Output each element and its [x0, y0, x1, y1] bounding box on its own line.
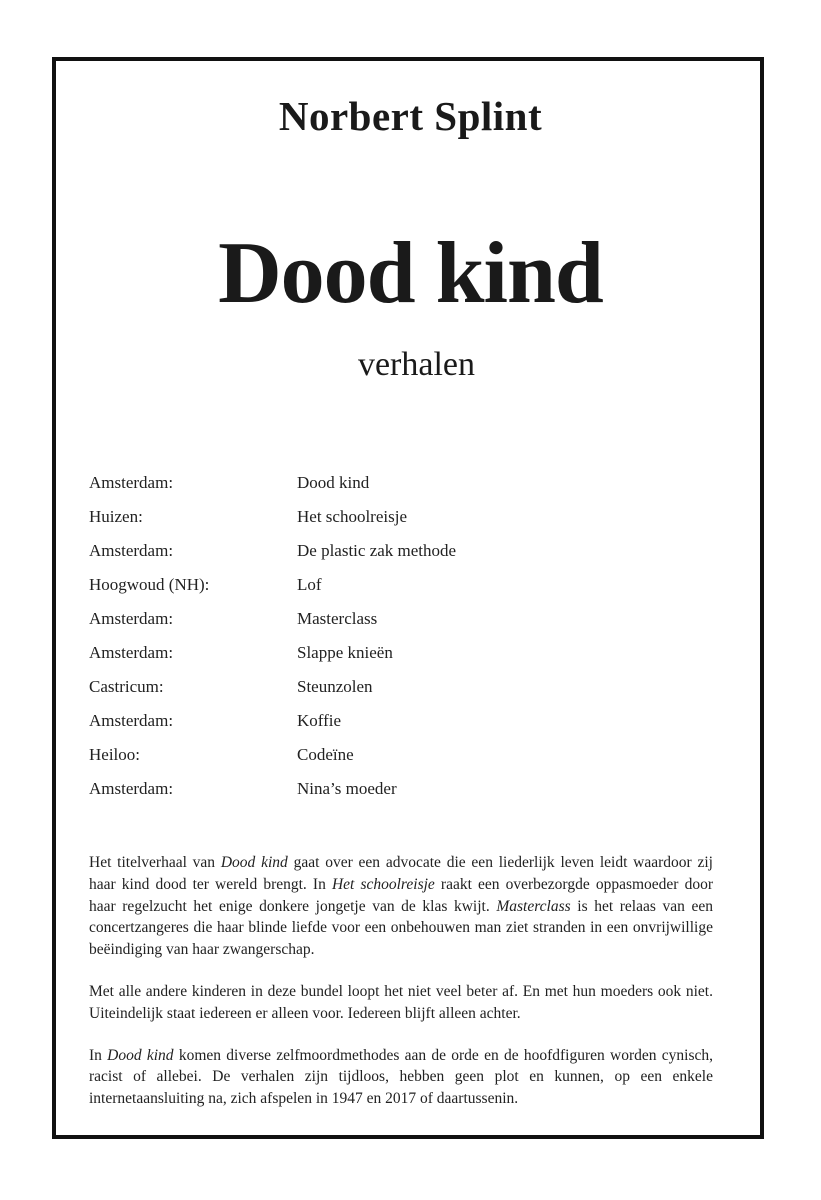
toc-row [89, 608, 689, 642]
toc-place: Amsterdam: [89, 609, 174, 628]
blurb-paragraph-1 [89, 852, 713, 961]
toc-place: Hoogwoud (NH): [89, 575, 210, 594]
book-subtitle: verhalen [357, 346, 476, 383]
blurb-paragraph-3 [89, 1045, 713, 1110]
toc-row [89, 540, 689, 574]
blurb-italic-title: Dood kind [220, 854, 288, 871]
blurb-italic-title: Het schoolreisje [331, 875, 435, 893]
toc-place: Amsterdam: [89, 711, 174, 730]
blurb-text: is het relaas van een concertzangeres die haar blinde liefde voor een onbehouwen man ziet stranden in een onvrijwillige beëindiging van haar zwangerschap. [89, 897, 713, 959]
author-name: Norbert Splint [278, 93, 543, 139]
table-of-contents [89, 472, 689, 812]
blurb-text: gaat over een advocate die een liederlijk leven leidt waardoor zij haar kind dood ter wereld brengt. In [89, 854, 713, 893]
toc-story: Masterclass [297, 609, 378, 628]
toc-story: Nina’s moeder [297, 779, 397, 798]
back-cover-blurb [89, 852, 713, 1130]
blurb-paragraph-2: Met alle andere kinderen in deze bundel loopt het niet veel beter af. En met hun moeders ook niet. Uiteindelijk staat iedereen er alleen voor. Iedereen blijft alleen achter. [89, 982, 713, 1022]
toc-place: Heiloo: [89, 745, 140, 764]
blurb-italic-title: Masterclass [496, 897, 571, 915]
toc-story: De plastic zak methode [297, 541, 457, 560]
toc-story: Het schoolreisje [297, 507, 407, 526]
toc-story: Slappe knieën [297, 643, 393, 662]
toc-story: Lof [297, 575, 322, 594]
toc-place: Castricum: [89, 677, 164, 696]
toc-row [89, 642, 689, 676]
toc-place: Huizen: [89, 507, 143, 526]
blurb-text: In [89, 1046, 108, 1064]
toc-row [89, 574, 689, 608]
toc-story: Steunzolen [297, 677, 373, 696]
toc-row [89, 744, 689, 778]
toc-row [89, 778, 689, 812]
toc-story: Codeïne [297, 745, 354, 764]
toc-row [89, 472, 689, 506]
blurb-text: Het titelverhaal van [89, 854, 221, 871]
toc-place: Amsterdam: [89, 643, 174, 662]
blurb-text: raakt een overbezorgde oppasmoeder door haar regelzucht het enige donkere jongetje van de klas kwijt. [89, 875, 713, 915]
toc-place: Amsterdam: [89, 473, 174, 492]
toc-row [89, 676, 689, 710]
toc-row [89, 506, 689, 540]
blurb-italic-title: Dood kind [107, 1046, 174, 1064]
toc-story: Koffie [297, 711, 342, 730]
toc-row [89, 710, 689, 744]
blurb-text: komen diverse zelfmoordmethodes aan de orde en de hoofdfiguren worden cynisch, racist of allebei. De verhalen zijn tijdloos, hebben geen plot en kunnen, op een enkele internetaansluiting na, zich afspelen in 1947 en 2017 of daartussenin. [89, 1046, 713, 1108]
toc-story: Dood kind [297, 473, 370, 492]
toc-place: Amsterdam: [89, 779, 174, 798]
book-title: Dood kind [218, 225, 603, 322]
toc-place: Amsterdam: [89, 541, 174, 560]
